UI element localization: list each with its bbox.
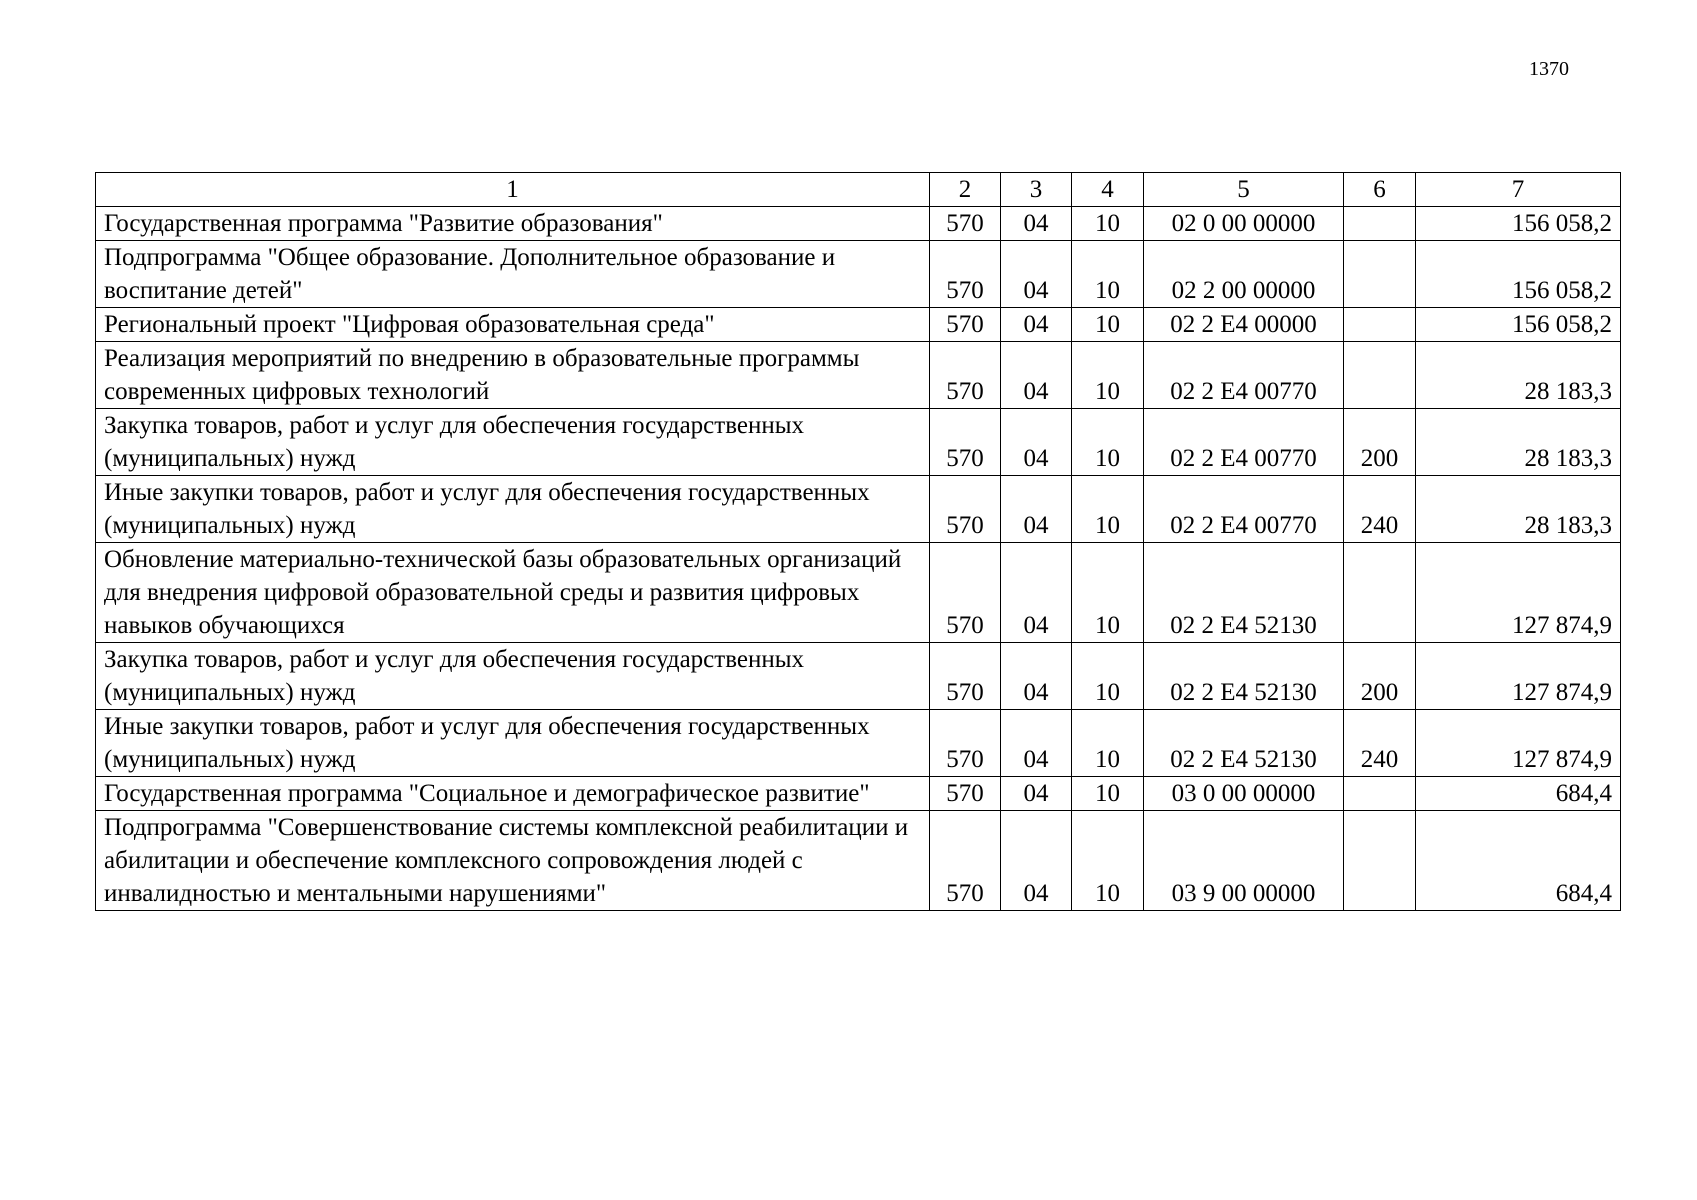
budget-table xyxy=(95,172,1621,911)
row-name: Подпрограмма "Общее образование. Дополнительное образование и воспитание детей" xyxy=(96,241,930,308)
row-subsection: 10 xyxy=(1072,207,1144,241)
row-expense-type xyxy=(1344,207,1416,241)
page-number: 1370 xyxy=(1529,58,1569,80)
table-row xyxy=(96,342,1621,409)
row-sum: 127 874,9 xyxy=(1416,543,1621,643)
column-header: 7 xyxy=(1416,173,1621,207)
row-section: 04 xyxy=(1001,476,1072,543)
row-subsection: 10 xyxy=(1072,409,1144,476)
row-expense-type xyxy=(1344,811,1416,911)
column-header: 6 xyxy=(1344,173,1416,207)
row-target-article: 02 2 Е4 00770 xyxy=(1144,342,1344,409)
row-sum: 28 183,3 xyxy=(1416,409,1621,476)
row-target-article: 02 2 Е4 52130 xyxy=(1144,543,1344,643)
table-row xyxy=(96,476,1621,543)
row-expense-type: 200 xyxy=(1344,409,1416,476)
column-header: 1 xyxy=(96,173,930,207)
row-grbs: 570 xyxy=(930,643,1001,710)
row-target-article: 02 2 Е4 52130 xyxy=(1144,643,1344,710)
row-grbs: 570 xyxy=(930,476,1001,543)
row-name: Иные закупки товаров, работ и услуг для обеспечения государственных (муниципальных) нужд xyxy=(96,476,930,543)
row-name: Реализация мероприятий по внедрению в образовательные программы современных цифровых технологий xyxy=(96,342,930,409)
row-name: Закупка товаров, работ и услуг для обеспечения государственных (муниципальных) нужд xyxy=(96,643,930,710)
row-sum: 127 874,9 xyxy=(1416,710,1621,777)
row-sum: 684,4 xyxy=(1416,811,1621,911)
row-target-article: 03 9 00 00000 xyxy=(1144,811,1344,911)
column-header: 3 xyxy=(1001,173,1072,207)
table-row xyxy=(96,241,1621,308)
row-name: Подпрограмма "Совершенствование системы комплексной реабилитации и абилитации и обеспечение комплексного сопровождения людей с инвалидностью и ментальными нарушениями" xyxy=(96,811,930,911)
row-expense-type: 240 xyxy=(1344,476,1416,543)
row-target-article: 02 0 00 00000 xyxy=(1144,207,1344,241)
row-target-article: 02 2 Е4 00770 xyxy=(1144,476,1344,543)
row-name: Иные закупки товаров, работ и услуг для обеспечения государственных (муниципальных) нужд xyxy=(96,710,930,777)
row-section: 04 xyxy=(1001,409,1072,476)
row-grbs: 570 xyxy=(930,308,1001,342)
row-name: Обновление материально-технической базы образовательных организаций для внедрения цифровой образовательной среды и развития цифровых навыков обучающихся xyxy=(96,543,930,643)
row-expense-type: 200 xyxy=(1344,643,1416,710)
row-grbs: 570 xyxy=(930,207,1001,241)
row-grbs: 570 xyxy=(930,543,1001,643)
row-sum: 28 183,3 xyxy=(1416,476,1621,543)
table-row xyxy=(96,811,1621,911)
row-subsection: 10 xyxy=(1072,241,1144,308)
table-row xyxy=(96,207,1621,241)
row-target-article: 02 2 00 00000 xyxy=(1144,241,1344,308)
column-header: 5 xyxy=(1144,173,1344,207)
row-target-article: 02 2 Е4 00770 xyxy=(1144,409,1344,476)
row-grbs: 570 xyxy=(930,342,1001,409)
row-sum: 156 058,2 xyxy=(1416,207,1621,241)
row-section: 04 xyxy=(1001,811,1072,911)
row-name: Региональный проект "Цифровая образовательная среда" xyxy=(96,308,930,342)
row-subsection: 10 xyxy=(1072,777,1144,811)
table-row xyxy=(96,409,1621,476)
table-row xyxy=(96,543,1621,643)
table-row xyxy=(96,308,1621,342)
row-subsection: 10 xyxy=(1072,308,1144,342)
row-grbs: 570 xyxy=(930,409,1001,476)
row-expense-type: 240 xyxy=(1344,710,1416,777)
row-expense-type xyxy=(1344,543,1416,643)
row-section: 04 xyxy=(1001,710,1072,777)
row-name: Государственная программа "Развитие образования" xyxy=(96,207,930,241)
row-section: 04 xyxy=(1001,777,1072,811)
row-sum: 156 058,2 xyxy=(1416,241,1621,308)
row-subsection: 10 xyxy=(1072,643,1144,710)
row-grbs: 570 xyxy=(930,811,1001,911)
row-expense-type xyxy=(1344,308,1416,342)
table-row xyxy=(96,710,1621,777)
row-subsection: 10 xyxy=(1072,811,1144,911)
row-sum: 684,4 xyxy=(1416,777,1621,811)
table-row xyxy=(96,777,1621,811)
row-sum: 156 058,2 xyxy=(1416,308,1621,342)
row-expense-type xyxy=(1344,777,1416,811)
row-section: 04 xyxy=(1001,308,1072,342)
row-target-article: 03 0 00 00000 xyxy=(1144,777,1344,811)
row-name: Государственная программа "Социальное и демографическое развитие" xyxy=(96,777,930,811)
row-target-article: 02 2 Е4 52130 xyxy=(1144,710,1344,777)
row-name: Закупка товаров, работ и услуг для обеспечения государственных (муниципальных) нужд xyxy=(96,409,930,476)
row-section: 04 xyxy=(1001,207,1072,241)
row-grbs: 570 xyxy=(930,241,1001,308)
column-header: 4 xyxy=(1072,173,1144,207)
row-subsection: 10 xyxy=(1072,710,1144,777)
column-header: 2 xyxy=(930,173,1001,207)
row-subsection: 10 xyxy=(1072,476,1144,543)
row-section: 04 xyxy=(1001,342,1072,409)
row-section: 04 xyxy=(1001,643,1072,710)
table-row xyxy=(96,643,1621,710)
row-section: 04 xyxy=(1001,241,1072,308)
header-row xyxy=(96,173,1621,207)
row-expense-type xyxy=(1344,241,1416,308)
row-grbs: 570 xyxy=(930,710,1001,777)
row-target-article: 02 2 Е4 00000 xyxy=(1144,308,1344,342)
row-expense-type xyxy=(1344,342,1416,409)
row-sum: 28 183,3 xyxy=(1416,342,1621,409)
row-subsection: 10 xyxy=(1072,543,1144,643)
row-subsection: 10 xyxy=(1072,342,1144,409)
row-section: 04 xyxy=(1001,543,1072,643)
row-grbs: 570 xyxy=(930,777,1001,811)
row-sum: 127 874,9 xyxy=(1416,643,1621,710)
